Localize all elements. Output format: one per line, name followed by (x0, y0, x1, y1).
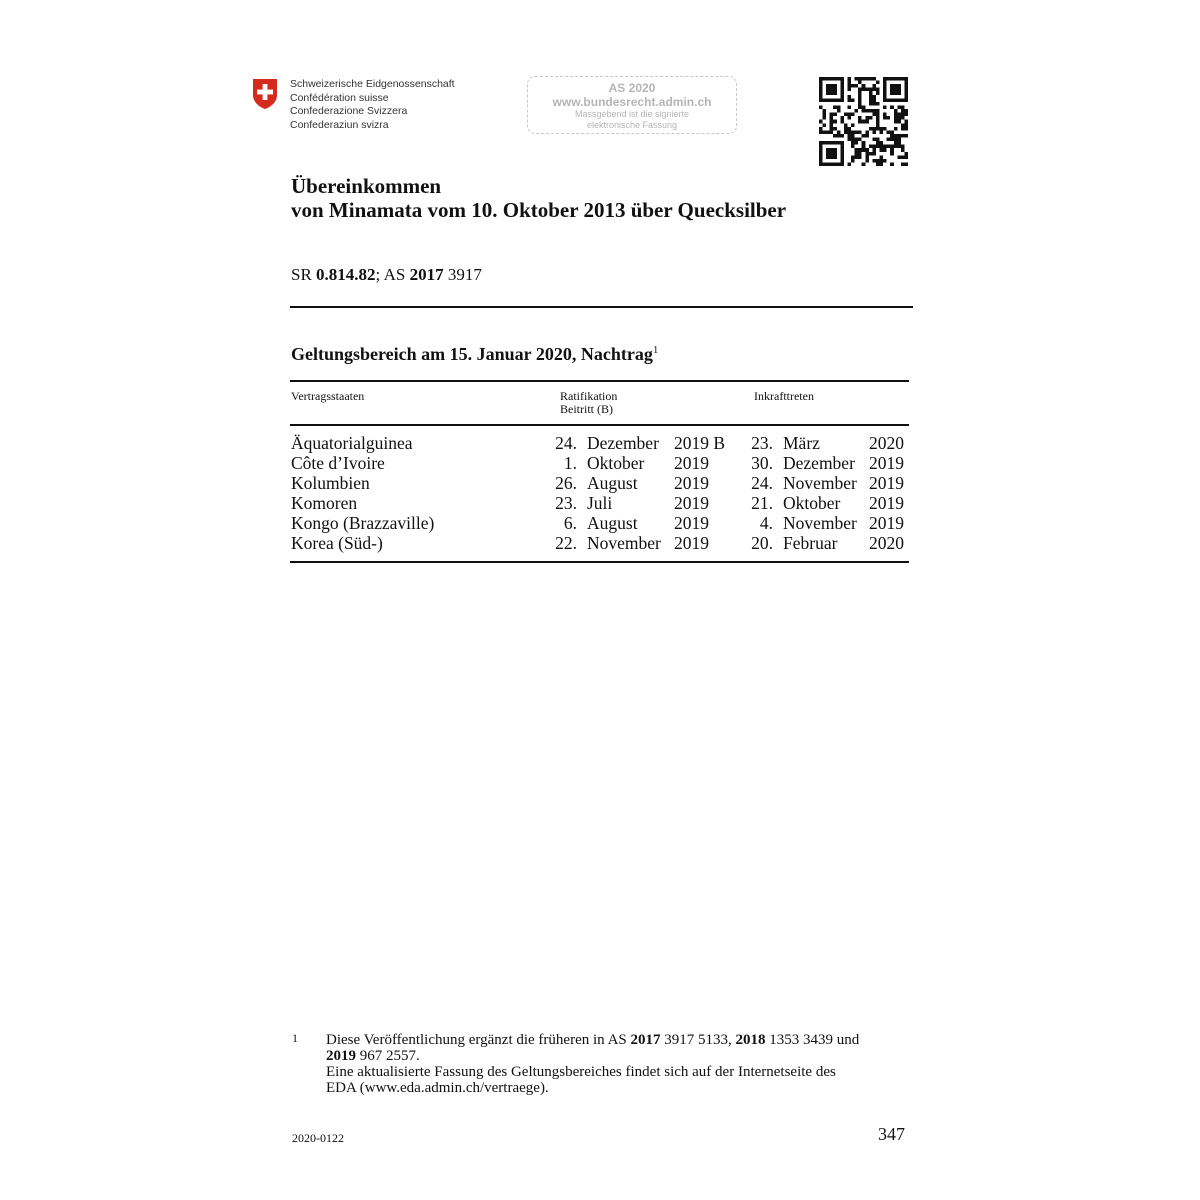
cell-entry-month: Dezember (783, 453, 855, 473)
footnote-year-2018: 2018 (735, 1032, 766, 1048)
stamp-line-4: elektronische Fassung (586, 120, 678, 130)
column-header-ratification (560, 390, 617, 416)
cell-ratification-day: 6. (563, 513, 577, 533)
cell-state: Korea (Süd-) (291, 533, 383, 553)
column-header-entry: Inkrafttreten (754, 389, 814, 403)
table-row (291, 473, 911, 493)
cell-state: Kongo (Brazzaville) (291, 513, 435, 533)
cell-ratification-day: 1. (563, 453, 577, 473)
stamp-line-3: Massgebend ist die signierte (574, 109, 690, 119)
qr-code-icon (819, 77, 908, 166)
document-id: 2020-0122 (292, 1131, 344, 1145)
table-row (291, 493, 911, 513)
table-row (291, 513, 911, 533)
table-header-rule (290, 424, 909, 426)
cell-ratification-month: Dezember (587, 433, 659, 453)
cell-ratification-year: 2019 (674, 493, 709, 513)
swiss-emblem-icon (252, 78, 278, 110)
table-row (291, 533, 911, 553)
footnote-year-2019: 2019 (326, 1048, 356, 1064)
cell-ratification-day: 22. (555, 533, 577, 553)
footnote-text (326, 1032, 916, 1096)
cell-ratification-month: November (587, 533, 661, 553)
cell-ratification-year: 2019 (674, 533, 709, 553)
confederation-names (290, 78, 455, 132)
table-row (291, 433, 911, 453)
cell-entry-year: 2019 (869, 473, 904, 493)
confederation-rm: Confederaziun svizra (290, 118, 389, 131)
cell-entry-year: 2019 (869, 493, 904, 513)
document-title (291, 174, 786, 222)
confederation-fr: Confédération suisse (290, 91, 389, 104)
confederation-de: Schweizerische Eidgenossenschaft (290, 78, 455, 90)
title-line-1: Übereinkommen (291, 174, 442, 198)
cell-entry-day: 24. (751, 473, 773, 493)
table-row (291, 453, 911, 473)
stamp-line-1: AS 2020 (608, 81, 656, 95)
confederation-it: Confederazione Svizzera (290, 105, 408, 118)
cell-ratification-month: Oktober (587, 453, 645, 473)
stamp-line-2: www.bundesrecht.admin.ch (552, 95, 712, 109)
cell-entry-day: 20. (751, 533, 773, 553)
column-header-ratification-line-2: Beitritt (B) (560, 402, 613, 416)
section-heading (291, 344, 658, 365)
cell-entry-month: November (783, 473, 857, 493)
header-divider (290, 306, 913, 308)
page-number: 347 (878, 1124, 905, 1144)
cell-ratification-year: 2019 (674, 513, 709, 533)
cell-entry-year: 2019 (869, 453, 904, 473)
table-top-rule (290, 380, 909, 382)
footnote-text-part: 1353 3439 und (765, 1032, 860, 1048)
table-bottom-rule (290, 561, 909, 563)
sr-reference (291, 265, 482, 285)
footnote-line-4: EDA (www.eda.admin.ch/vertraege). (326, 1080, 549, 1096)
cell-entry-month: Februar (783, 533, 838, 553)
column-header-ratification-line-1: Ratifikation (560, 389, 618, 403)
footnote-year-2017: 2017 (630, 1032, 661, 1048)
cell-entry-month: November (783, 513, 857, 533)
cell-entry-day: 21. (751, 493, 773, 513)
footnote-line-1 (326, 1032, 916, 1048)
cell-entry-day: 30. (751, 453, 773, 473)
cell-ratification-year: 2019 (674, 473, 709, 493)
cell-state: Kolumbien (291, 473, 370, 493)
footnote-line-2 (326, 1048, 916, 1064)
column-header-state: Vertragsstaaten (291, 389, 365, 403)
cell-entry-month: Oktober (783, 493, 841, 513)
sr-label: SR (291, 265, 312, 284)
as-label: AS (383, 265, 406, 284)
cell-ratification-month: August (587, 513, 638, 533)
cell-ratification-day: 24. (555, 433, 577, 453)
table-body (291, 433, 911, 553)
cell-ratification-day: 23. (555, 493, 577, 513)
cell-ratification-year: 2019 B (674, 433, 726, 453)
as-page: 3917 (447, 265, 482, 284)
footnote-reference[interactable]: 1 (652, 344, 659, 356)
cell-entry-month: März (783, 433, 820, 453)
title-line-2: von Minamata vom 10. Oktober 2013 über Quecksilber (291, 198, 787, 222)
publication-stamp (527, 76, 737, 134)
cell-state: Komoren (291, 493, 358, 513)
cell-state: Äquatorialguinea (291, 433, 413, 453)
cell-entry-year: 2020 (869, 533, 904, 553)
section-heading-text: Geltungsbereich am 15. Januar 2020, Nachtrag (291, 344, 653, 364)
cell-ratification-month: Juli (587, 493, 613, 513)
cell-ratification-month: August (587, 473, 638, 493)
footnote-number: 1 (292, 1031, 298, 1045)
cell-entry-day: 23. (751, 433, 773, 453)
reference-separator: ; (375, 265, 381, 284)
as-year: 2017 (409, 265, 444, 284)
cell-ratification-year: 2019 (674, 453, 709, 473)
footnote-text-part: Diese Veröffentlichung ergänzt die früheren in AS (326, 1032, 631, 1048)
cell-entry-day: 4. (759, 513, 773, 533)
cell-state: Côte d’Ivoire (291, 453, 385, 473)
footnote-text-part: 3917 5133, (660, 1032, 736, 1048)
sr-number: 0.814.82 (316, 265, 376, 284)
footnote-text-part: 967 2557. (356, 1048, 420, 1064)
cell-ratification-day: 26. (555, 473, 577, 493)
footnote-line-3: Eine aktualisierte Fassung des Geltungsbereiches findet sich auf der Internetseite des (326, 1064, 836, 1080)
cell-entry-year: 2019 (869, 513, 904, 533)
cell-entry-year: 2020 (869, 433, 904, 453)
